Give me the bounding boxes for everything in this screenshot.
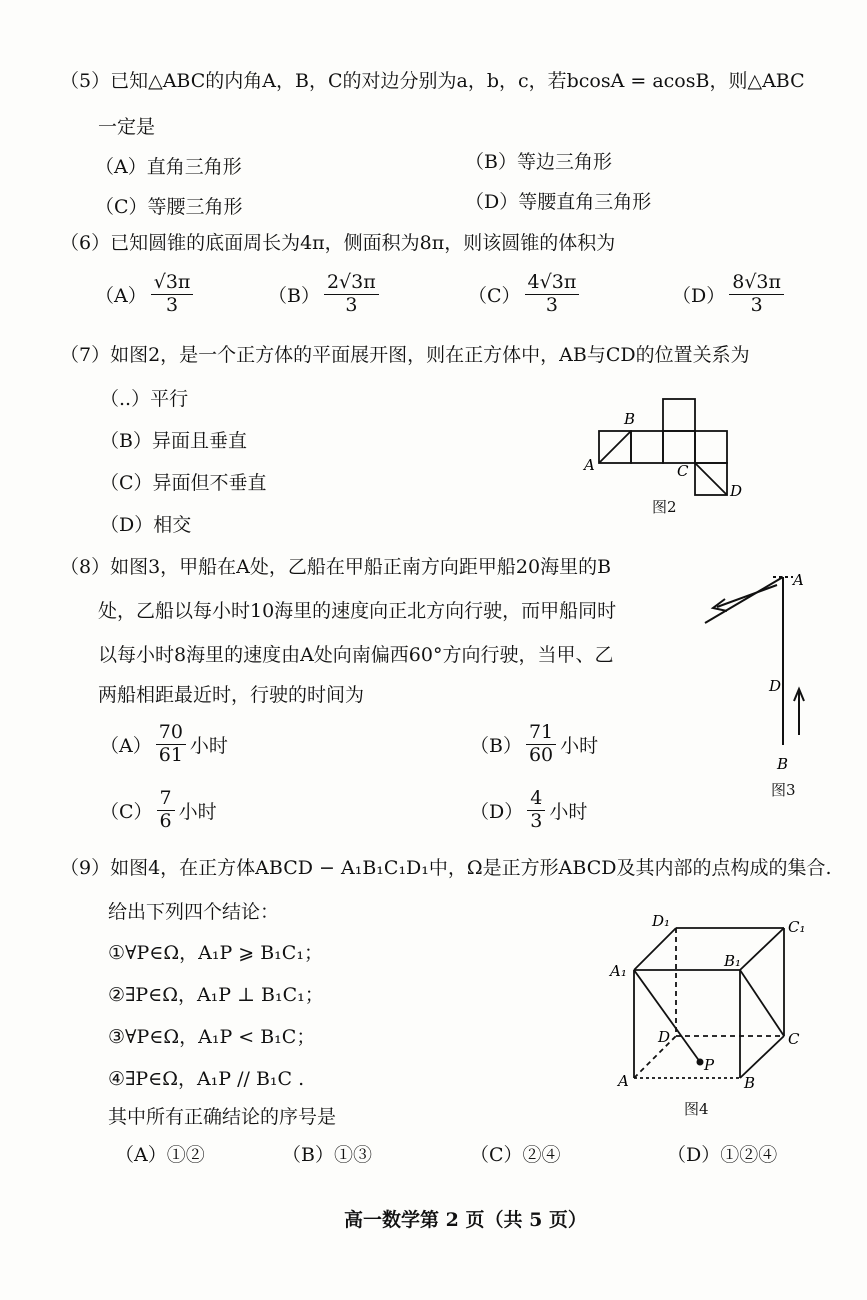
q5-stem-cont: 一定是	[98, 116, 156, 138]
q5-option-c: （C）等腰三角形	[95, 196, 243, 218]
q8-option-c	[100, 788, 217, 833]
q5-option-d: （D）等腰直角三角形	[465, 191, 652, 213]
unit: 小时	[189, 734, 228, 757]
label-a: A	[584, 456, 595, 474]
label-a1: A₁	[610, 962, 627, 980]
q9-stem: （9）如图4，在正方体ABCD − A₁B₁C₁D₁中，Ω是正方形ABCD及其内部的点构成的集合.	[60, 857, 832, 879]
q9-item-3: ③∀P∈Ω，A₁P < B₁C；	[108, 1026, 316, 1048]
option-label: （A）	[95, 284, 147, 307]
q9-option-d: （D）①②④	[667, 1144, 778, 1166]
fraction-numerator: √3π	[151, 272, 194, 295]
label-c: C	[677, 462, 689, 480]
fraction-denominator: 3	[750, 293, 763, 316]
option-label: （D）	[470, 800, 524, 823]
q6-option-a	[95, 272, 197, 317]
q6-option-c	[468, 272, 583, 317]
segment-b1c	[740, 970, 784, 1036]
q6-option-b	[268, 272, 383, 317]
figure-4-caption: 图4	[684, 1100, 709, 1118]
q7-option-a: （..）平行	[100, 388, 189, 410]
fraction-numerator: 7	[157, 788, 175, 811]
route-southwest	[705, 577, 783, 623]
unit: 小时	[560, 734, 599, 757]
option-label: （A）	[100, 734, 152, 757]
fraction-numerator: 2√3π	[324, 272, 379, 295]
q8-line-4: 两船相距最近时，行驶的时间为	[98, 684, 365, 706]
option-label: （C）	[100, 800, 153, 823]
q7-stem: （7）如图2，是一个正方体的平面展开图，则在正方体中，AB与CD的位置关系为	[60, 344, 750, 366]
fraction-numerator: 71	[526, 722, 556, 745]
label-d: D	[658, 1028, 671, 1046]
q9-item-1: ①∀P∈Ω，A₁P ⩾ B₁C₁；	[108, 942, 323, 964]
fraction-numerator: 4	[527, 788, 545, 811]
fraction-denominator: 3	[530, 809, 543, 832]
q9-option-c: （C）②④	[470, 1144, 561, 1166]
direction-arrow-a	[717, 585, 777, 607]
q5-option-a: （A）直角三角形	[95, 156, 242, 178]
q7-option-d: （D）相交	[100, 514, 192, 536]
label-d: D	[769, 677, 782, 695]
fraction-denominator: 60	[528, 743, 554, 766]
q9-intro: 给出下列四个结论：	[108, 901, 280, 923]
option-label: （B）	[268, 284, 320, 307]
q8-line-2: 处，乙船以每小时10海里的速度向正北方向行驶，而甲船同时	[98, 600, 617, 622]
label-b: B	[777, 755, 789, 773]
fraction-denominator: 3	[166, 293, 179, 316]
q8-line-3: 以每小时8海里的速度由A处向南偏西60°方向行驶，当甲、乙	[98, 644, 614, 666]
q9-item-4: ④∃P∈Ω，A₁P // B₁C .	[108, 1068, 305, 1090]
ship-route-figure	[695, 555, 825, 775]
fraction-denominator: 61	[158, 743, 183, 766]
q6-option-d	[672, 272, 788, 317]
fraction-numerator: 4√3π	[525, 272, 580, 295]
q9-option-a: （A）①②	[115, 1144, 205, 1166]
label-d: D	[730, 482, 743, 500]
segment-a1p	[634, 970, 700, 1062]
page-footer: 高一数学第 2 页（共 5 页）	[344, 1209, 587, 1231]
label-p: P	[704, 1056, 715, 1074]
q5-stem: （5）已知△ABC的内角A，B，C的对边分别为a，b，c，若bcosA = acosB，则△ABC	[60, 70, 805, 92]
fraction-numerator: 8√3π	[729, 272, 784, 295]
q9-item-2: ②∃P∈Ω，A₁P ⊥ B₁C₁；	[108, 984, 324, 1006]
q9-option-b: （B）①③	[282, 1144, 372, 1166]
q9-question: 其中所有正确结论的序号是	[108, 1106, 337, 1128]
label-a: A	[793, 571, 804, 589]
label-d1: D₁	[652, 912, 671, 930]
label-a: A	[618, 1072, 629, 1090]
q5-option-b: （B）等边三角形	[465, 151, 612, 173]
q8-option-d	[470, 788, 587, 833]
q6-stem: （6）已知圆锥的底面周长为4π，侧面积为8π，则该圆锥的体积为	[60, 232, 616, 254]
label-c1: C₁	[788, 918, 806, 936]
q8-option-a	[100, 722, 228, 767]
label-c: C	[788, 1030, 800, 1048]
option-label: （D）	[672, 284, 726, 307]
cube-figure	[608, 906, 808, 1096]
label-b: B	[624, 410, 636, 428]
fraction-denominator: 3	[545, 293, 558, 316]
option-label: （B）	[470, 734, 522, 757]
segment-cd	[695, 463, 727, 495]
q7-option-b: （B）异面且垂直	[100, 430, 247, 452]
label-b: B	[744, 1074, 756, 1092]
fraction-numerator: 70	[156, 722, 186, 745]
q8-line-1: （8）如图3，甲船在A处，乙船在甲船正南方向距甲船20海里的B	[60, 556, 612, 578]
q7-option-c: （C）异面但不垂直	[100, 472, 267, 494]
figure-3-caption: 图3	[771, 781, 796, 799]
unit: 小时	[549, 800, 588, 823]
fraction-denominator: 6	[159, 809, 172, 832]
option-label: （C）	[468, 284, 521, 307]
segment-ab	[599, 431, 631, 463]
label-b1: B₁	[724, 952, 742, 970]
q8-option-b	[470, 722, 598, 767]
point-p	[697, 1059, 704, 1066]
figure-2-caption: 图2	[652, 498, 677, 516]
unit: 小时	[178, 800, 217, 823]
fraction-denominator: 3	[345, 293, 358, 316]
